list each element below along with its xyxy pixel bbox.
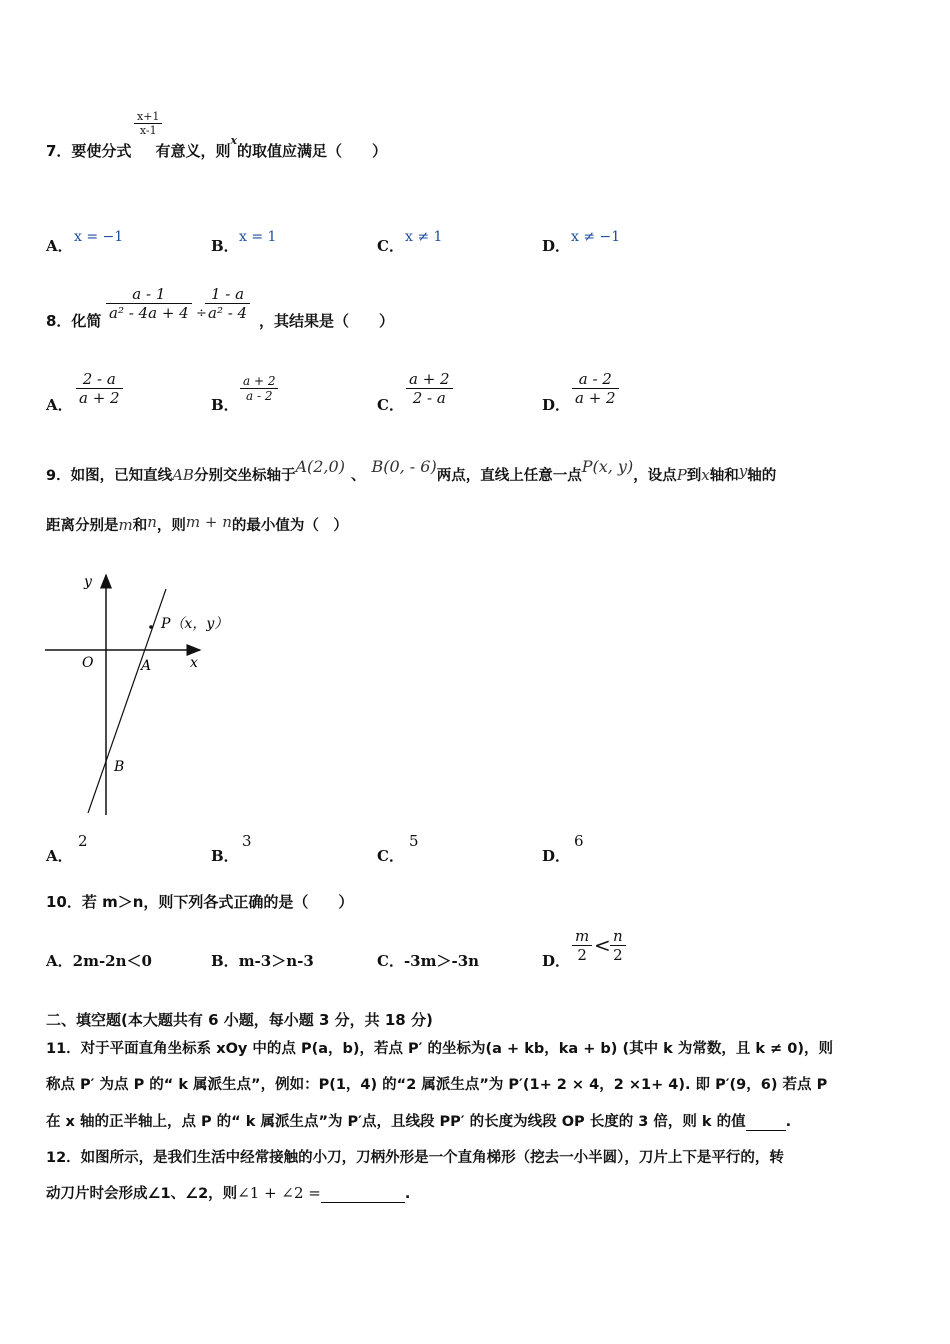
- q10-stem: 10．若 m＞n，则下列各式正确的是（ ）: [46, 893, 354, 911]
- q8-option-d-letter: D．: [542, 396, 571, 414]
- q8-option-c-fraction: [406, 370, 453, 407]
- q10-option-d-letter: D．: [542, 952, 571, 970]
- q8-option-d-fraction: [572, 370, 619, 407]
- section-2-title: 二、填空题(本大题共有 6 小题，每小题 3 分，共 18 分): [46, 1011, 433, 1029]
- q9-m: m: [118, 516, 133, 534]
- q8-option-b-letter: B．: [211, 396, 239, 414]
- q7-fraction: [134, 110, 162, 137]
- q10-option-b: [211, 950, 314, 971]
- q9-point-p-dot: [149, 625, 153, 629]
- q9-option-c-letter: C．: [377, 847, 404, 865]
- q9-option-a-letter: A．: [46, 847, 73, 865]
- q9-line2-a: 距离分别是: [46, 518, 119, 534]
- q8-stem-prefix: 8．化简: [46, 312, 102, 330]
- q9-line-ab: [88, 589, 166, 813]
- q9-m-plus-n: m + n: [185, 513, 232, 531]
- q7-stem-middle: 有意义，则: [155, 142, 231, 160]
- q9-label-p: P（x，y）: [161, 616, 229, 632]
- q10-option-d-num-1: m: [575, 927, 590, 945]
- q9-text-3: 、: [350, 468, 366, 484]
- q9-option-b-letter: B．: [211, 847, 239, 865]
- q9-label-o: O: [82, 655, 94, 671]
- q11-line-1: 11．对于平面直角坐标系 xOy 中的点 P(a，b)，若点 P′ 的坐标为(a + kb，ka + b) (其中 k 为常数，且 k ≠ 0)，则: [46, 1041, 833, 1057]
- q9-stem-line2: [46, 514, 348, 535]
- q9-text-7: 轴和: [709, 468, 739, 484]
- q7-option-a-value: x = −1: [74, 229, 124, 245]
- q9-text-2: 分别交坐标轴于: [193, 468, 296, 484]
- q8-option-c-letter: C．: [377, 396, 404, 414]
- q7-stem: [46, 134, 388, 161]
- q8-fraction-1: [106, 285, 192, 322]
- q10-option-a-value: 2m-2n＜0: [72, 952, 152, 970]
- q8-option-a-letter: A．: [46, 396, 73, 414]
- q9-text-1: 9．如图，已知直线: [46, 468, 173, 484]
- q9-option-c-value: 5: [409, 832, 419, 850]
- q8-fraction-1-denominator: a² - 4a + 4: [109, 304, 189, 322]
- q9-label-a: A: [141, 658, 152, 674]
- q7-var-x: x: [230, 134, 238, 147]
- q10-option-d-fraction-2: [610, 927, 626, 964]
- q8-option-c-numerator: a + 2: [409, 370, 450, 388]
- q12-line-1: 12．如图所示，是我们生活中经常接触的小刀，刀柄外形是一个直角梯形（挖去一小半圆），刀片上下是平行的，转: [46, 1150, 784, 1166]
- q9-text-6: 到: [686, 468, 702, 484]
- q7-option-b-letter: B．: [211, 237, 239, 255]
- q10-option-a-letter: A．: [46, 952, 73, 970]
- q10-option-c-letter: C．: [377, 952, 404, 970]
- q9-point-p: P(x, y): [581, 457, 634, 476]
- q9-label-x: x: [190, 655, 198, 671]
- q11-line-3: [46, 1110, 791, 1131]
- q9-label-y: y: [84, 574, 92, 590]
- q7-fraction-denominator: x-1: [139, 124, 157, 137]
- q8-option-a-fraction: [76, 370, 123, 407]
- q9-point-a: A(2,0): [295, 457, 345, 476]
- q8-option-b-denominator: a - 2: [246, 389, 273, 403]
- q9-ab: AB: [172, 466, 194, 484]
- q9-y: y: [738, 462, 748, 480]
- q10-option-b-letter: B．: [211, 952, 239, 970]
- q9-option-b-value: 3: [242, 832, 252, 850]
- q7-stem-prefix: 7．要使分式: [46, 142, 132, 160]
- q7-option-d-value: x ≠ −1: [571, 229, 621, 245]
- q7-option-a-letter: A．: [46, 237, 73, 255]
- q9-x: x: [701, 466, 710, 484]
- q8-option-d-denominator: a + 2: [575, 389, 616, 407]
- q9-line2-c: ，则: [156, 518, 186, 534]
- q7-fraction-numerator: x+1: [137, 110, 160, 123]
- q9-line2-d: 的最小值为（ ）: [231, 518, 348, 534]
- q10-option-d-den-1: 2: [577, 946, 587, 964]
- q9-option-d-value: 6: [574, 832, 584, 850]
- q9-n: n: [147, 513, 157, 531]
- q7-option-c-letter: C．: [377, 237, 404, 255]
- q8-option-b-numerator: a + 2: [243, 374, 276, 388]
- q11-line-3-end: .: [785, 1114, 792, 1130]
- q8-stem-suffix: ，其结果是（ ）: [259, 312, 395, 330]
- q11-answer-blank[interactable]: [746, 1114, 786, 1131]
- q8-fraction-1-numerator: a - 1: [132, 285, 166, 303]
- q9-option-a-value: 2: [78, 832, 88, 850]
- q8-option-a-numerator: 2 - a: [82, 370, 116, 388]
- q10-option-b-value: m-3＞n-3: [238, 952, 314, 970]
- q9-label-b: B: [114, 759, 125, 775]
- q7-option-d-letter: D．: [542, 237, 571, 255]
- q7-stem-suffix: 的取值应满足（ ）: [237, 142, 388, 160]
- q9-option-d-letter: D．: [542, 847, 571, 865]
- q9-text-5: ，设点: [633, 468, 677, 484]
- q12-line-2-end: .: [404, 1186, 411, 1202]
- q9-text-8: 轴的: [747, 468, 777, 484]
- q8-fraction-2-numerator: 1 - a: [211, 285, 245, 303]
- q7-option-c-value: x ≠ 1: [405, 229, 443, 245]
- q12-expression: ∠1 + ∠2 =: [237, 1184, 321, 1202]
- q10-option-d-den-2: 2: [613, 946, 623, 964]
- q8-option-a-denominator: a + 2: [79, 389, 120, 407]
- q12-line-2: [46, 1182, 410, 1203]
- q10-option-c: [377, 950, 479, 971]
- q8-fraction-2-denominator: a² - 4: [208, 304, 248, 322]
- q10-option-c-value: -3m＞-3n: [403, 952, 480, 970]
- q11-line-2: 称点 P′ 为点 P 的“ k 属派生点”，例如：P(1，4) 的“2 属派生点”为 P′(1+ 2 × 4，2 ×1+ 4). 即 P′(9，6) 若点 P: [46, 1077, 828, 1093]
- q7-option-b-value: x = 1: [239, 229, 277, 245]
- q9-line2-b: 和: [132, 518, 148, 534]
- q11-line-3-text: 在 x 轴的正半轴上，点 P 的“ k 属派生点”为 P′点，且线段 PP′ 的长度为线段 OP 长度的 3 倍，则 k 的值: [46, 1114, 746, 1130]
- q9-figure: [40, 565, 260, 820]
- q12-answer-blank[interactable]: [321, 1186, 405, 1203]
- q10-option-d-relation: <: [594, 933, 611, 957]
- q10-option-d-fraction-1: [572, 927, 592, 964]
- q9-text-4: 两点，直线上任意一点: [436, 468, 582, 484]
- q10-option-a: [46, 950, 152, 971]
- q8-divide-sign: ÷: [196, 306, 207, 321]
- q8-fraction-2: [205, 285, 250, 322]
- q8-option-d-numerator: a - 2: [578, 370, 612, 388]
- q8-option-c-denominator: 2 - a: [412, 389, 446, 407]
- q9-point-b: B(0, - 6): [371, 457, 437, 476]
- q9-p: P: [676, 466, 687, 484]
- q12-line-2-text: 动刀片时会形成∠1、∠2，则: [46, 1186, 238, 1202]
- q10-option-d-num-2: n: [613, 927, 623, 945]
- q9-stem-line1: [46, 457, 777, 485]
- q8-option-b-fraction: [240, 374, 278, 403]
